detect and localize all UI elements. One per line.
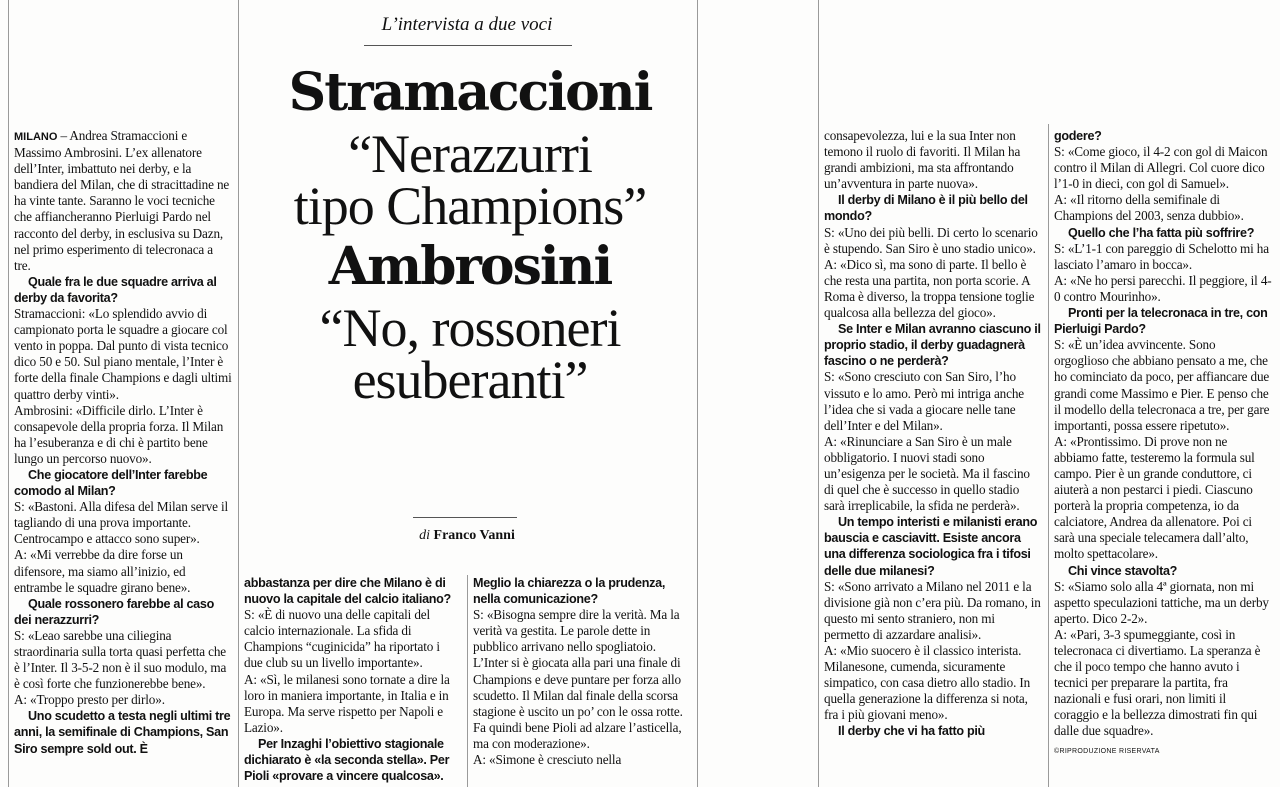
column-rule <box>238 0 239 787</box>
headline-quote-2-line-2: esuberanti” <box>352 350 588 410</box>
interview-question: Quello che l’ha fatta più soffrire? <box>1068 225 1255 240</box>
article-column-2 <box>244 575 461 783</box>
interview-answer: A: «Troppo presto per dirlo». <box>14 692 165 708</box>
interview-answer: S: «Bisogna sempre dire la verità. Ma la verità va gestita. Le parole dette in pubblico arrivano nello spogliatoio. L’Inter si è giocata alla pari una finale di Champions e deve puntare per forza allo scudetto. Il Milan dal finale della scorsa stagione è uscito un po’ con le ossa rotte. Fa quindi bene Pioli ad alzare l’asticella, ma con moderazione». <box>473 607 683 751</box>
headline-quote-1-line-2: tipo Champions” <box>293 176 647 236</box>
headline-name-1: Stramaccioni <box>288 62 652 123</box>
interview-answer: A: «Prontissimo. Di prove non ne abbiamo fatte, testeremo la formula sul campo. Pier è un grande conduttore, ci aiuterà a non pestarci i piedi. Ciascuno porterà la propria competenza, io da calciatore, Andrea da allenatore. Poi ci sarà una speciale telecamera dall’alto, molto spettacolare». <box>1054 433 1255 562</box>
interview-answer: A: «Sì, le milanesi sono tornate a dire la loro in maniera importante, in Italia e in Europa. Ma serve rispetto per Napoli e Lazio». <box>244 671 450 735</box>
column-rule <box>8 0 9 787</box>
interview-answer: S: «Sono arrivato a Milano nel 2011 e la divisione già non c’era più. Da romano, in questo mi sento straniero, non mi permetto di azzardare analisi». <box>824 578 1041 642</box>
article-column-5 <box>1054 128 1272 783</box>
byline-rule <box>413 517 517 518</box>
interview-answer: A: «Ne ho persi parecchi. Il peggiore, il 4-0 contro Mourinho». <box>1054 272 1272 304</box>
byline <box>360 528 574 544</box>
interview-question: Che giocatore dell’Inter farebbe comodo al Milan? <box>14 467 208 499</box>
headline-name-2: Ambrosini <box>328 236 612 297</box>
interview-answer: S: «È un’idea avvincente. Sono orgoglioso che abbiano pensato a me, che ho cominciato da poco, per affiancare due grandi come Massimo e Pier. E penso che il modello della telecronaca a tre, per gare importanti, possa essere ripetuto». <box>1054 337 1270 433</box>
column-rule <box>1048 124 1049 787</box>
kicker-rule <box>364 45 572 46</box>
lead-paragraph <box>14 128 232 274</box>
interview-answer: A: «Dico sì, ma sono di parte. Il bello è che resta una partita, non porta scorie. A Roma è diverso, la troppa tensione toglie qualcosa alla bellezza del gioco». <box>824 256 1035 321</box>
interview-answer: A: «Rinunciare a San Siro è un male obbligatorio. I nuovi stadi sono un’esigenza per le società. Ma il fascino di quel che è successo in quello stadio sarà irreplicabile, la sfida ne perderà». <box>824 433 1030 514</box>
copyright-notice: ©RIPRODUZIONE RISERVATA <box>1054 747 1160 755</box>
interview-question: godere? <box>1054 129 1102 143</box>
interview-question: abbastanza per dire che Milano è di nuovo la capitale del calcio italiano? <box>244 576 451 607</box>
interview-answer: A: «Mi verrebbe da dire forse un difensore, ma siamo all’inizio, ed entrambe le squadre girano bene». <box>14 547 191 595</box>
interview-answer: S: «Come gioco, il 4-2 con gol di Maicon contro il Milan di Allegri. Col cuore dico l’1-0 in dieci, con gol di Samuel». <box>1054 144 1268 192</box>
column-rule <box>697 0 698 787</box>
interview-question: Il derby che vi ha fatto più <box>838 724 985 739</box>
interview-question: Per Inzaghi l’obiettivo stagionale dichiarato è «la seconda stella». Per Pioli «provare a vincere qualcosa». <box>244 736 450 783</box>
interview-answer: A: «Pari, 3-3 spumeggiante, così in telecronaca ci divertiamo. La speranza è che il poco tempo che hanno avuto i tecnici per preparare la partita, fra nazionali e fusi orari, non limiti il coraggio e la bellezza dimostrati fin qui dalle due squadre». <box>1054 626 1261 739</box>
headline-quote-1-line-1: “Nerazzurri <box>348 124 592 184</box>
article-column-3 <box>473 575 691 783</box>
interview-answer: S: «Leao sarebbe una ciliegina straordinaria sulla torta quasi perfetta che è l’Inter. Il 3-5-2 non è il suo modulo, ma è così forte che funzionerebbe bene». <box>14 627 227 692</box>
interview-answer: A: «Simone è cresciuto nella <box>473 752 622 768</box>
lead-text: – Andrea Stramaccioni e Massimo Ambrosini. L’ex allenatore dell’Inter, imbattuto nei derby, e la bandiera del Milan, che di stracittadine ne ha vinte tante. Saranno le voci tecniche che affiancheranno Pierluigi Pardo nel racconto del derby, in esclusiva su Dazn, nel primo esperimento di telecronaca a tre. <box>14 128 230 273</box>
column-rule <box>467 575 468 787</box>
interview-question: Uno scudetto a testa negli ultimi tre anni, la semifinale di Champions, San Siro sempre sold out. È <box>14 709 231 756</box>
interview-question: Chi vince stavolta? <box>1068 563 1178 578</box>
interview-answer: S: «Bastoni. Alla difesa del Milan serve il tagliando di una prova importante. Centrocampo e attacco sono super». <box>14 499 229 547</box>
column-rule <box>818 0 819 787</box>
dateline-city: MILANO <box>14 131 58 143</box>
interview-answer: consapevolezza, lui e la sua Inter non temono il ruolo di favoriti. Il Milan ha grandi ambizioni, ma sta affrontando un’avventura in parte nuova». <box>824 128 1021 192</box>
interview-answer: S: «Siamo solo alla 4ª giornata, non mi aspetto speculazioni tattiche, ma un derby aperto. Dico 2-2». <box>1054 578 1269 626</box>
interview-answer: A: «Mio suocero è il classico interista. Milanesone, cumenda, sicuramente simpatico, con casa dietro allo stadio. In quella generazione la differenza si nota, fra i più giovani meno». <box>824 643 1031 723</box>
interview-answer: S: «Sono cresciuto con San Siro, l’ho vissuto e lo amo. Però mi intriga anche l’idea che si vada a giocare nelle tane dell’Inter e del Milan». <box>824 369 1024 433</box>
headline-quote-2-line-1: “No, rossoneri <box>319 298 621 358</box>
byline-author: Franco Vanni <box>433 528 515 543</box>
kicker: L’intervista a due voci <box>381 14 553 35</box>
interview-answer: S: «L’1-1 con pareggio di Schelotto mi ha lasciato l’amaro in bocca». <box>1054 240 1269 272</box>
interview-answer: S: «Uno dei più belli. Di certo lo scenario è stupendo. San Siro è uno stadio unico». <box>824 224 1038 256</box>
headline <box>250 62 690 410</box>
interview-answer: Stramaccioni: «Lo splendido avvio di campionato porta le squadre a giocare col vento in poppa. Dal punto di vista tecnico dico 50 e 50. Sul piano mentale, l’Inter è forte della finale Champions e dagli ultimi quattro derby vinti». <box>14 306 232 402</box>
interview-question: Quale rossonero farebbe al caso dei nerazzurri? <box>14 596 214 627</box>
interview-question: Se Inter e Milan avranno ciascuno il proprio stadio, il derby guadagnerà fascino o ne perderà? <box>824 322 1041 369</box>
interview-question: Meglio la chiarezza o la prudenza, nella comunicazione? <box>473 576 666 607</box>
interview-question: Il derby di Milano è il più bello del mondo? <box>824 193 1028 224</box>
interview-question: Un tempo interisti e milanisti erano bauscia e casciavitt. Esiste ancora una differenza sociologica fra i tifosi delle due milanesi? <box>824 515 1038 578</box>
interview-answer: Ambrosini: «Difficile dirlo. L’Inter è consapevole della propria forza. Il Milan ha l’esuberanza e di chi è partito bene lungo un percorso nuovo». <box>14 402 224 466</box>
article-column-4 <box>824 128 1042 783</box>
interview-question: Quale fra le due squadre arriva al derby da favorita? <box>14 274 217 305</box>
interview-answer: S: «È di nuovo una delle capitali del calcio internazionale. La sfida di Champions “cuginicida” ha riportato i due club su un livello importante». <box>244 607 440 671</box>
article-column-1 <box>14 128 232 783</box>
interview-question: Pronti per la telecronaca in tre, con Pierluigi Pardo? <box>1054 306 1268 337</box>
byline-prefix: di <box>419 528 431 543</box>
interview-answer: A: «Il ritorno della semifinale di Champions del 2003, senza dubbio». <box>1054 192 1244 224</box>
